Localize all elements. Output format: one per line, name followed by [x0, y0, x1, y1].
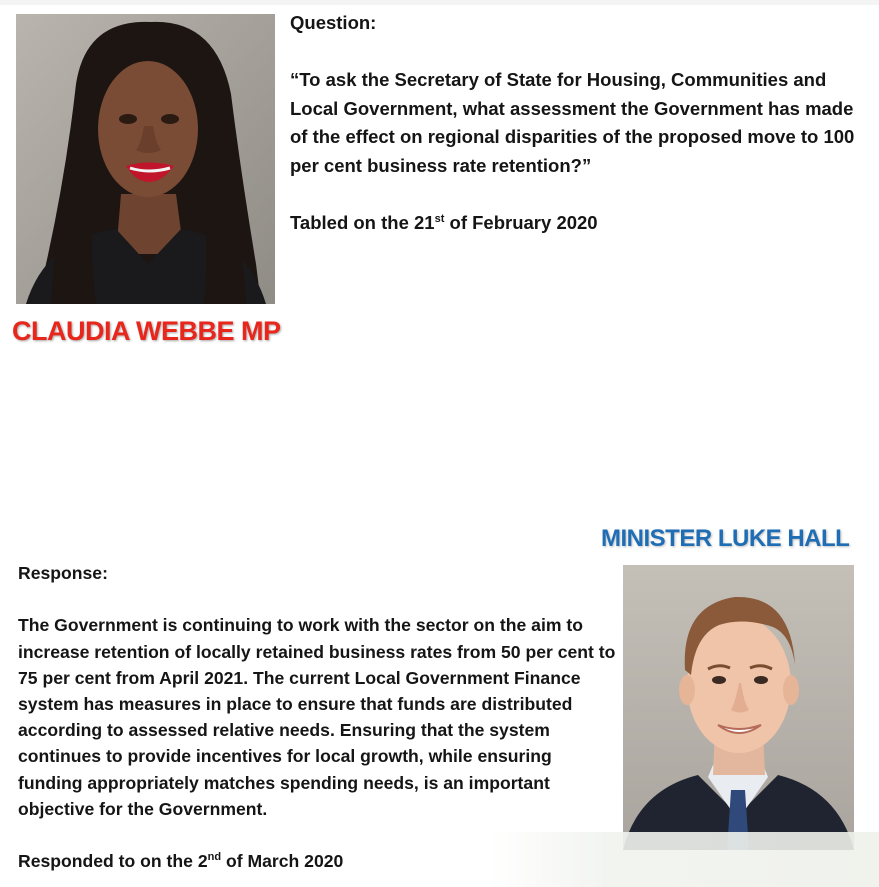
decorative-fade	[490, 832, 879, 887]
mp-name-label: CLAUDIA WEBBE MP	[12, 316, 281, 346]
response-section	[18, 560, 618, 874]
responded-date-prefix: Responded to on the 2	[18, 851, 208, 872]
mp-portrait-photo	[16, 14, 275, 304]
question-section	[290, 9, 875, 237]
tabled-date-ordinal: st	[434, 212, 445, 225]
tabled-date-prefix: Tabled on the 21	[290, 211, 435, 233]
question-text: “To ask the Secretary of State for Housing, Communities and Local Government, what assessment the Government has made of the effect on regional disparities of the proposed move to 100 per cent business rate retention?”	[290, 69, 855, 176]
responded-date-rest: of March 2020	[221, 851, 344, 872]
tabled-date-rest: of February 2020	[444, 211, 598, 233]
top-band	[0, 0, 879, 5]
tabled-date	[290, 209, 875, 238]
minister-name-label: MINISTER LUKE HALL	[601, 525, 850, 552]
response-text: The Government is continuing to work with the sector on the aim to increase retention of locally retained business rates from 50 per cent to 75 per cent from April 2021. The current Local Government Finance system has measures in place to ensure that funds are distributed according to assessed relative needs. Ensuring that the system continues to provide incentives for local growth, while ensuring funding appropriately matches spending needs, is an important objective for the Government.	[18, 615, 616, 819]
responded-date-ordinal: nd	[207, 851, 222, 864]
question-heading: Question:	[290, 12, 377, 33]
response-heading: Response:	[18, 563, 108, 583]
minister-portrait-photo	[623, 565, 854, 850]
